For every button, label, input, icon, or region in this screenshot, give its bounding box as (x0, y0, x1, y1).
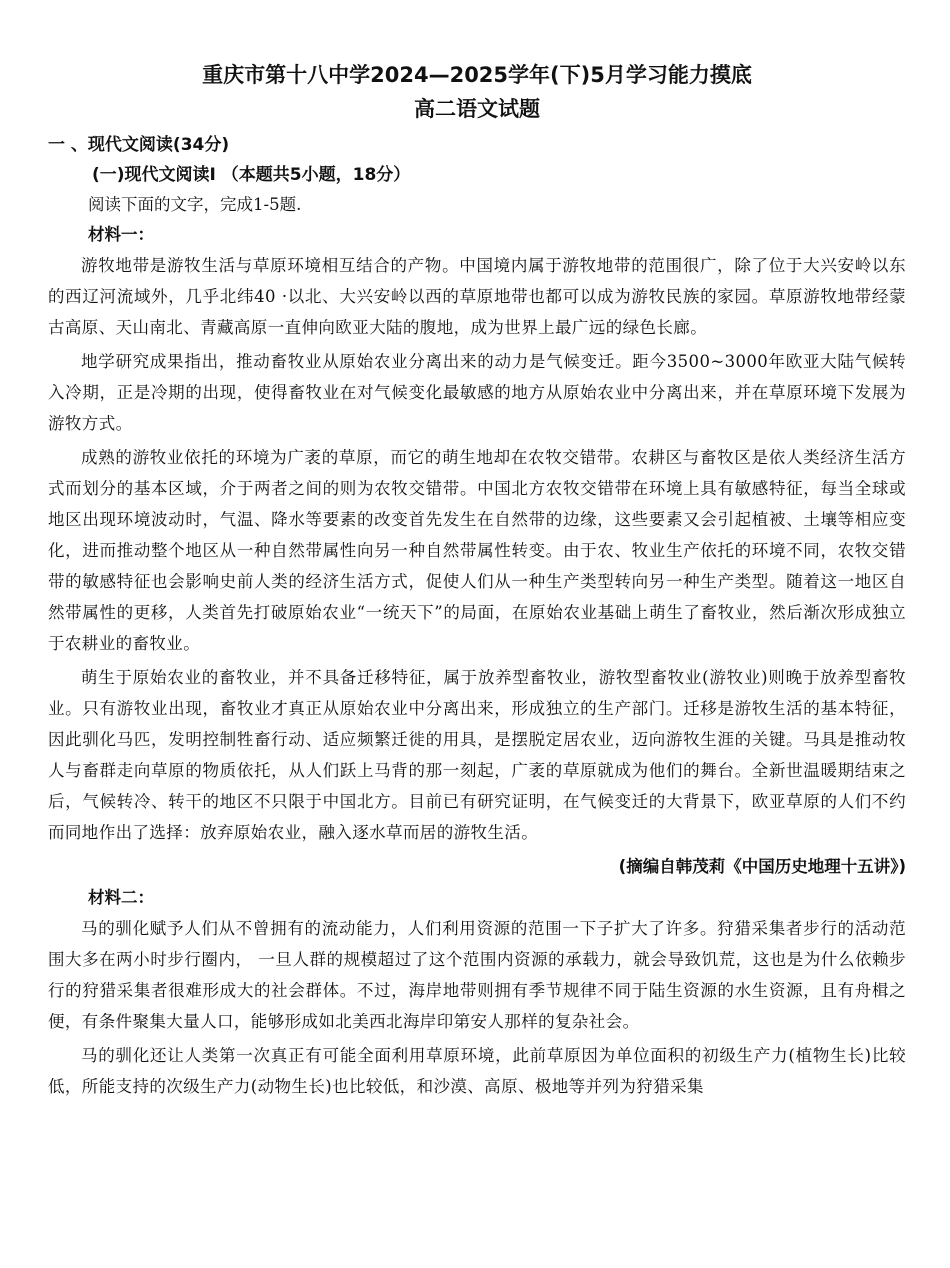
material-two-paragraph: 马的驯化还让人类第一次真正有可能全面利用草原环境，此前草原因为单位面积的初级生产力(植物生长)比较低，所能支持的次级生产力(动物生长)也比较低，和沙漠、高原、极地等并列为狩猎采集 (48, 1046, 906, 1096)
material-one-paragraph: 地学研究成果指出，推动畜牧业从原始农业分离出来的动力是气候变迁。距今3500~3000年欧亚大陆气候转入冷期，正是冷期的出现，使得畜牧业在对气候变化最敏感的地方从原始农业中分离出来，并在草原环境下发展为游牧方式。 (48, 352, 906, 433)
subsection-heading: (一)现代文阅读I （本题共5小题，18分） (92, 165, 411, 185)
material-one-paragraph: 成熟的游牧业依托的环境为广袤的草原，而它的萌生地却在农牧交错带。农耕区与畜牧区是依人类经济生活方式而划分的基本区域，介于两者之间的则为农牧交错带。中国北方农牧交错带在环境上具有敏感特征，每当全球或地区出现环境波动时，气温、降水等要素的改变首先发生在自然带的边缘，这些要素又会引起植被、土壤等相应变化，进而推动整个地区从一种自然带属性向另一种自然带属性转变。由于农、牧业生产依托的环境不同，农牧交错带的敏感特征也会影响史前人类的经济生活方式，促使人们从一种生产类型转向另一种生产类型。随着这一地区自然带属性的更移，人类首先打破原始农业“一统天下”的局面，在原始农业基础上萌生了畜牧业，然后渐次形成独立于农耕业的畜牧业。 (48, 448, 906, 653)
material-one-label: 材料一： (88, 225, 154, 244)
material-one-paragraph: 萌生于原始农业的畜牧业，并不具备迁移特征，属于放养型畜牧业，游牧型畜牧业(游牧业)则晚于放养型畜牧业。只有游牧业出现，畜牧业才真正从原始农业中分离出来，形成独立的生产部门。迁移是游牧生活的基本特征，因此驯化马匹，发明控制牲畜行动、适应频繁迁徙的用具，是摆脱定居农业，迈向游牧生涯的关键。马具是推动牧人与畜群走向草原的物质依托，从人们跃上马背的那一刻起，广袤的草原就成为他们的舞台。全新世温暖期结束之后，气候转冷、转干的地区不只限于中国北方。目前已有研究证明，在气候变迁的大背景下，欧亚草原的人们不约而同地作出了选择：放弃原始农业，融入逐水草而居的游牧生活。 (48, 668, 906, 842)
section-heading: 一 、现代文阅读(34分) (48, 135, 230, 155)
exam-title: 重庆市第十八中学2024—2025学年(下)5月学习能力摸底 (202, 63, 752, 87)
material-one-paragraph: 游牧地带是游牧生活与草原环境相互结合的产物。中国境内属于游牧地带的范围很广，除了位于大兴安岭以东的西辽河流域外，几乎北纬40 ·以北、大兴安岭以西的草原地带也都可以成为游牧民族的家园。草原游牧地带经蒙古高原、天山南北、青藏高原一直伸向欧亚大陆的腹地，成为世界上最广远的绿色长廊。 (48, 256, 906, 337)
material-two-label: 材料二： (88, 888, 154, 907)
material-one-source: (摘编自韩茂莉《中国历史地理十五讲》) (618, 857, 906, 876)
material-two-paragraph: 马的驯化赋予人们从不曾拥有的流动能力，人们利用资源的范围一下子扩大了许多。狩猎采集者步行的活动范围大多在两小时步行圈内， 一旦人群的规模超过了这个范围内资源的承载力，就会导致饥荒，这也是为什么依赖步行的狩猎采集者很难形成大的社会群体。不过，海岸地带则拥有季节规律不同于陆生资源的水生资源，且有舟楫之便，有条件聚集大量人口，能够形成如北美西北海岸印第安人那样的复杂社会。 (48, 919, 906, 1031)
exam-subtitle: 高二语文试题 (414, 97, 540, 121)
reading-instruction: 阅读下面的文字，完成1-5题. (88, 195, 302, 214)
